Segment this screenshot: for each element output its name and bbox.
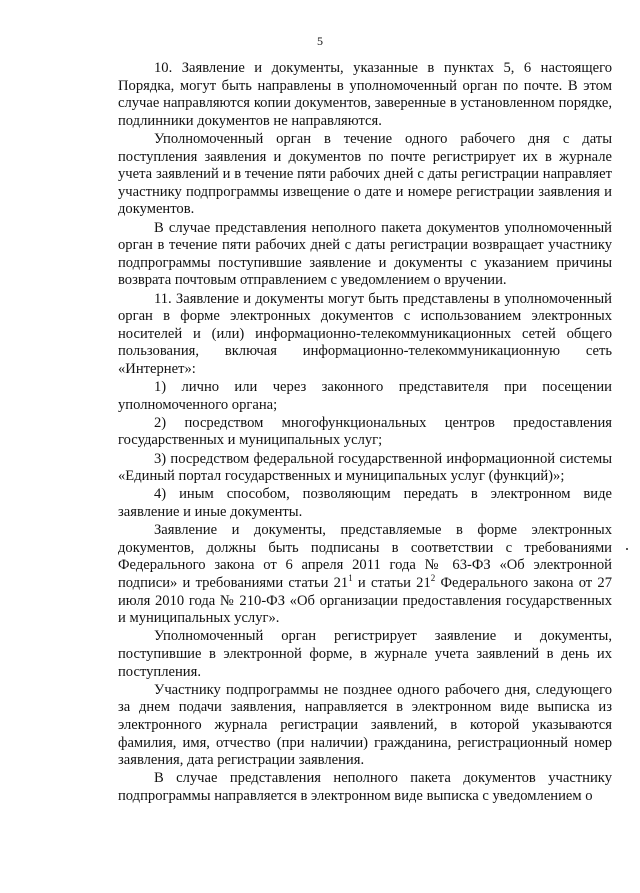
list-item-4: 4) иным способом, позволяющим передать в электронном виде заявление и иные документы.	[118, 486, 612, 520]
superscript-2: 2	[430, 573, 436, 584]
paragraph-incomplete-package-return: В случае представления неполного пакета документов уполномоченный орган в течение пяти рабочих дней с даты регистрации возвращает участнику подпрограммы поступившие заявление и документы с указанием причины возврата почтовым отправлением с уведомлением о вручении.	[118, 219, 612, 289]
list-item-2: 2) посредством многофункциональных центров предоставления государственных и муниципальных услуг;	[118, 414, 612, 449]
paragraph-electronic-registration: Уполномоченный орган регистрирует заявление и документы, поступившие в электронной форме, в журнале учета заявлений в день их поступления.	[118, 628, 612, 680]
page-number: 5	[317, 34, 323, 48]
signature-text-part-3: Федерального закона от 27 июля 2010 года № 210-ФЗ «Об организации предоставления государственных и муниципальных услуг».	[118, 574, 612, 627]
scan-speck	[626, 548, 628, 550]
list-item-3: 3) посредством федеральной государственной информационной системы «Единый портал государственных и муниципальных услуг (функций)»;	[118, 450, 612, 485]
paragraph-incomplete-electronic: В случае представления неполного пакета документов участнику подпрограммы направляется в электронном виде выписка с уведомлением о	[118, 770, 612, 804]
signature-text-part-1: Заявление и документы, представляемые в форме электронных документов, должны быть подписаны в соответствии с требованиями Федерального закона от 6 апреля 2011 года № 63-ФЗ «Об электронной подписи» и требованиями статьи 21	[118, 522, 612, 591]
paragraph-registration-by-mail: Уполномоченный орган в течение одного рабочего дня с даты поступления заявления и документов по почте регистрирует их в журнале учета заявлений и в течение пяти рабочих дней с даты регистрации направляет участнику подпрограммы извещение о дате и номере регистрации заявления и документов.	[118, 130, 612, 218]
paragraph-extract-sent: Участнику подпрограммы не позднее одного рабочего дня, следующего за днем подачи заявления, направляется в электронном виде выписка из электронного журнала регистрации заявлений, в которой указываются фамилия, имя, отчество (при наличии) гражданина, регистрационный номер заявления, дата регистрации заявления.	[118, 681, 612, 769]
list-item-1: 1) лично или через законного представителя при посещении уполномоченного органа;	[118, 379, 612, 413]
superscript-1: 1	[348, 573, 353, 584]
signature-text-part-2: и статьи 21	[352, 574, 431, 591]
paragraph-11: 11. Заявление и документы могут быть представлены в уполномоченный орган в форме электронных документов с использованием электронных носителей и (или) информационно-телекоммуникационных сетей общего пользования, включая информационно-телекоммуникационную сеть «Интернет»:	[118, 290, 612, 377]
paragraph-10: 10. Заявление и документы, указанные в пунктах 5, 6 настоящего Порядка, могут быть направлены в уполномоченный орган по почте. В этом случае направляются копии документов, заверенные в установленном порядке, подлинники документов не направляются.	[118, 60, 612, 129]
paragraph-electronic-signature	[118, 522, 612, 628]
document-body	[118, 60, 612, 805]
